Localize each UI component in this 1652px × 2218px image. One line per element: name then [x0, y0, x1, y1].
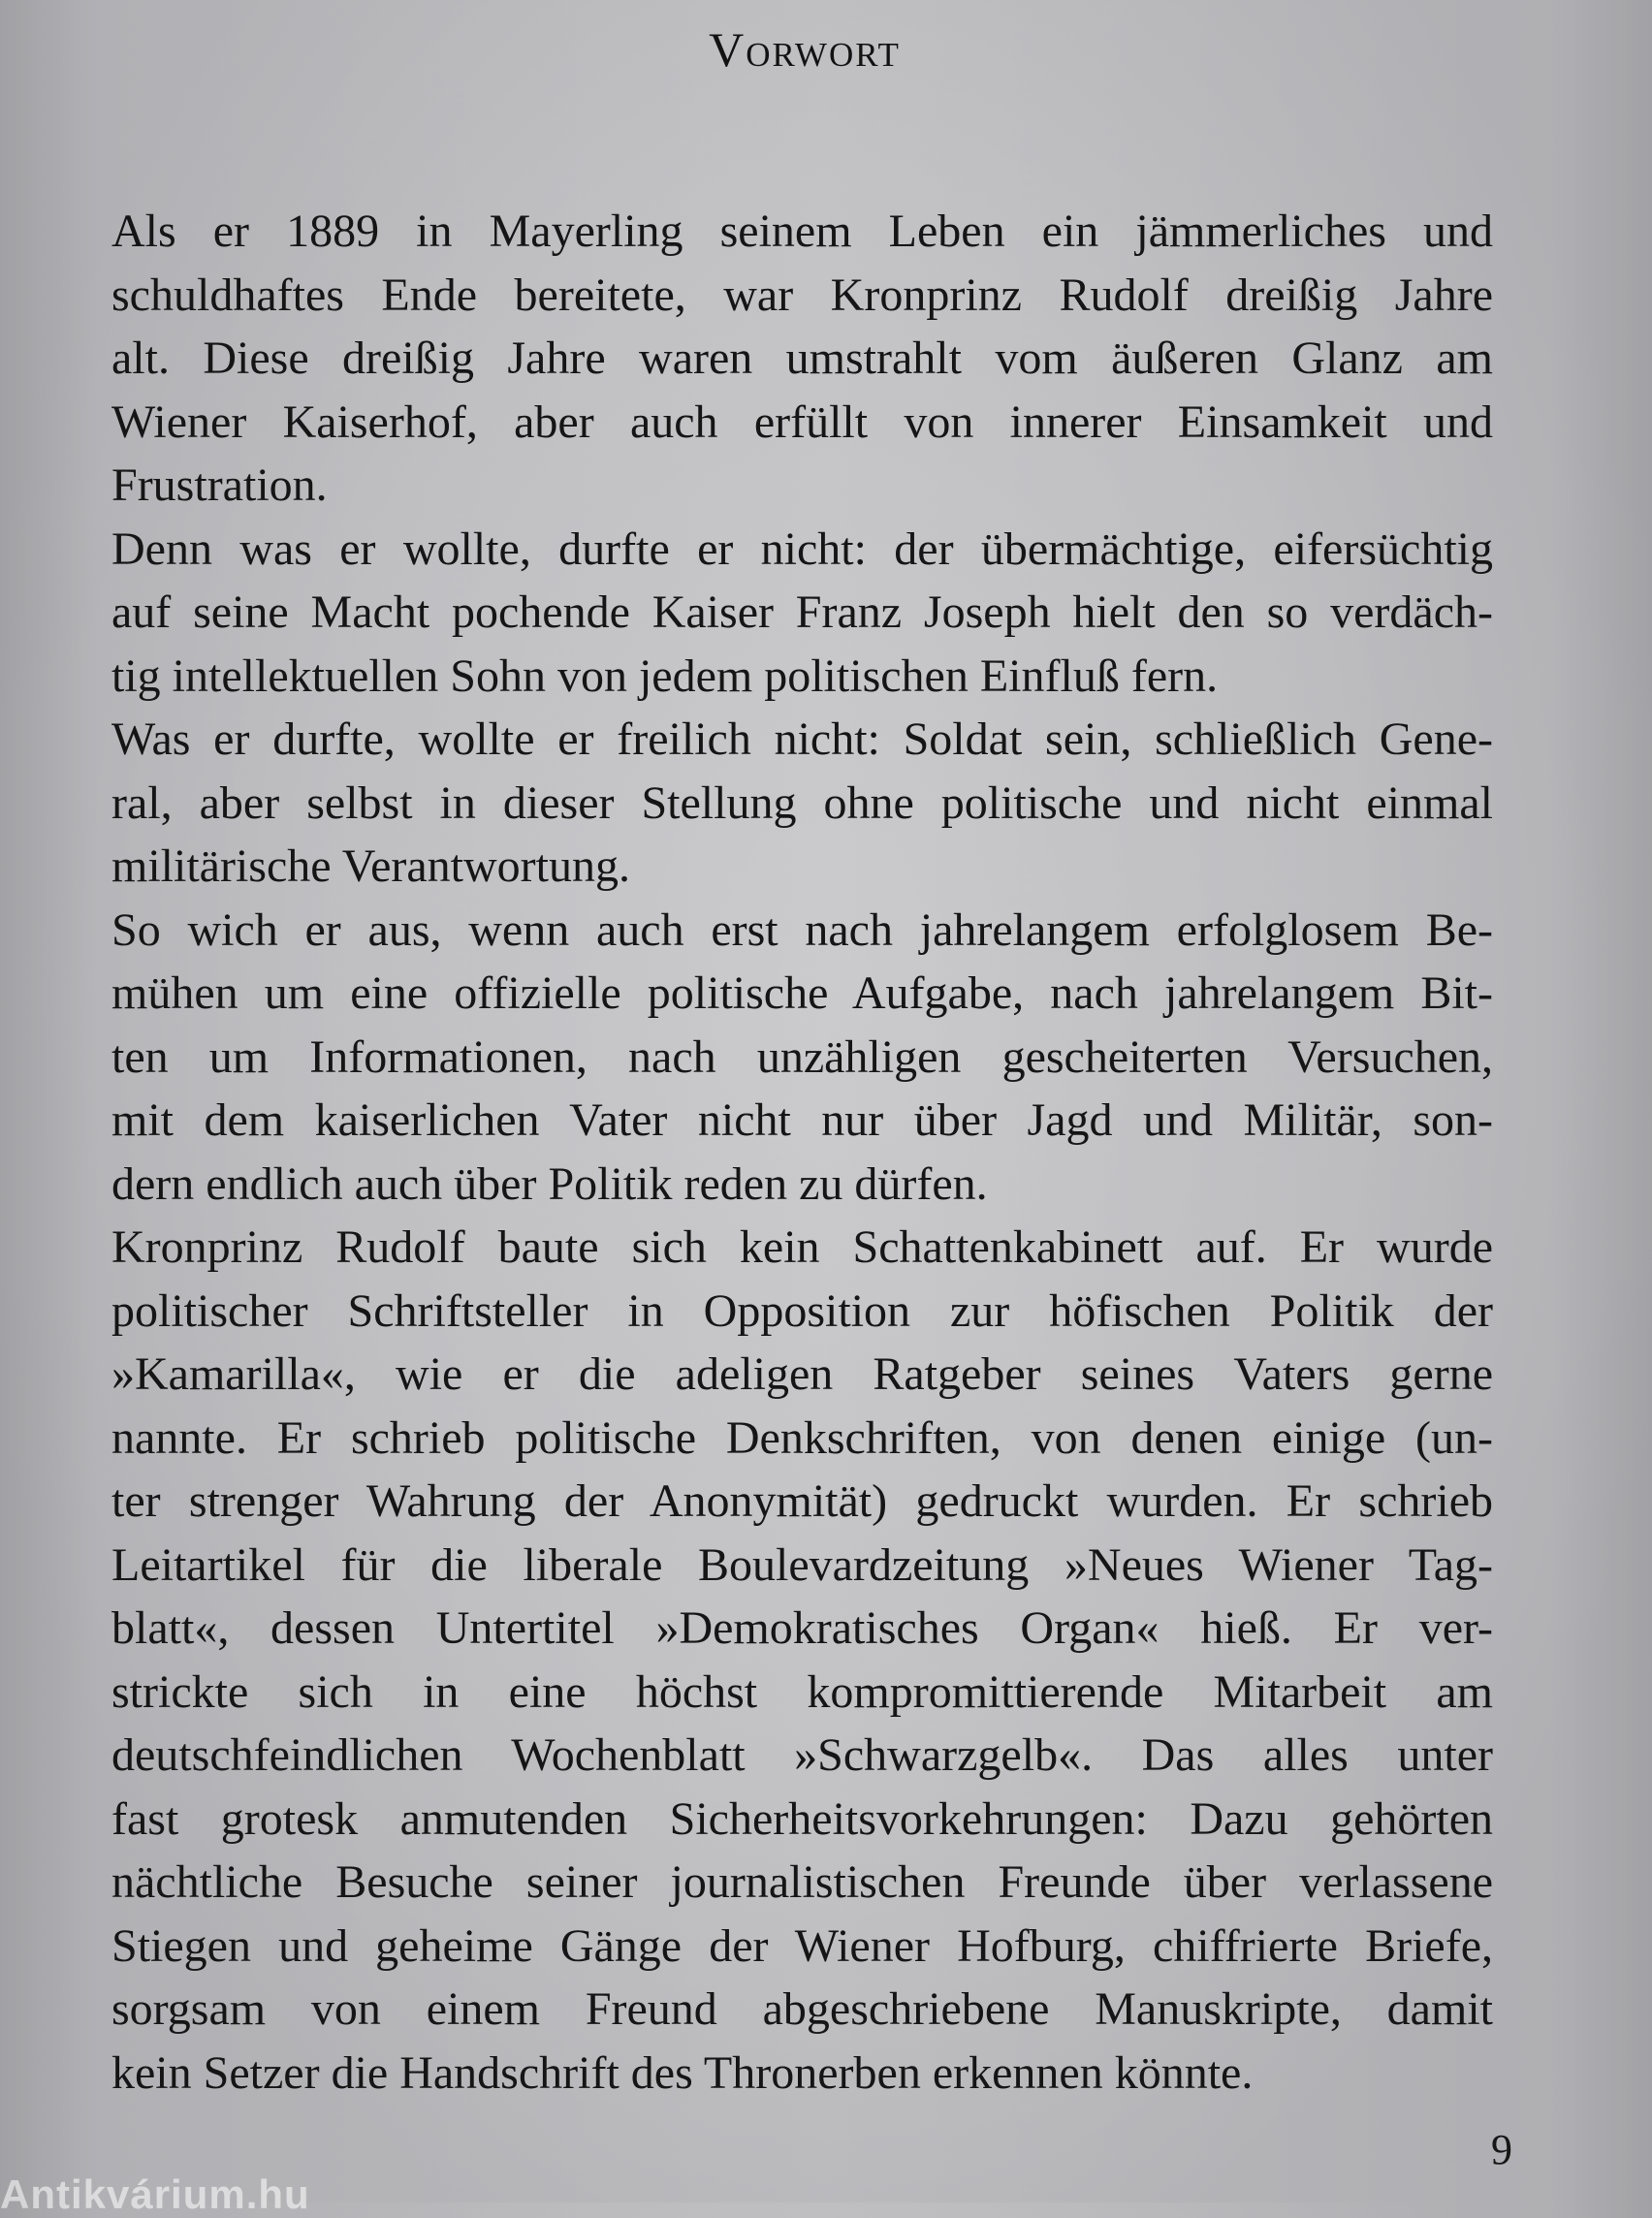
paragraph — [111, 899, 1493, 1217]
text-line: ral, aber selbst in dieser Stellung ohne politische und nicht einmal — [111, 776, 1493, 829]
paragraph — [111, 1216, 1493, 2105]
paragraph — [111, 200, 1493, 518]
paragraph — [111, 518, 1493, 709]
text-line: mühen um eine offizielle politische Aufgabe, nach jahrelangem Bit- — [111, 967, 1493, 1019]
text-line: deutschfeindlichen Wochenblatt »Schwarzgelb«. Das alles unter — [111, 1729, 1493, 1781]
paragraph — [111, 708, 1493, 899]
text-line: blatt«, dessen Untertitel »Demokratisches Organ« hieß. Er ver- — [111, 1602, 1493, 1654]
text-line: Kronprinz Rudolf baute sich kein Schattenkabinett auf. Er wurde — [111, 1221, 1493, 1273]
text-line: nächtliche Besuche seiner journalistischen Freunde über verlassene — [111, 1856, 1493, 1908]
watermark: Antikvárium.hu — [0, 2171, 310, 2217]
text-line: politischer Schriftsteller in Opposition zur höfischen Politik der — [111, 1284, 1493, 1337]
text-line: alt. Diese dreißig Jahre waren umstrahlt vom äußeren Glanz am — [111, 333, 1493, 384]
text-line: sorgsam von einem Freund abgeschriebene Manuskripte, damit — [111, 1983, 1493, 2035]
text-line: Denn was er wollte, durfte er nicht: der übermächtige, eifersüchtig — [111, 523, 1493, 575]
text-line: Als er 1889 in Mayerling seinem Leben ein jämmerliches und — [111, 206, 1493, 257]
text-line: ten um Informationen, nach unzähligen gescheiterten Versuchen, — [111, 1030, 1493, 1083]
text-line: dern endlich auch über Politik reden zu dürfen. — [111, 1157, 988, 1210]
text-line: kein Setzer die Handschrift des Thronerben erkennen könnte. — [111, 2046, 1254, 2099]
text-line: auf seine Macht pochende Kaiser Franz Joseph hielt den so verdäch- — [111, 586, 1493, 638]
text-line: militärische Verantwortung. — [111, 840, 630, 892]
text-line: So wich er aus, wenn auch erst nach jahrelangem erfolglosem Be- — [111, 903, 1493, 956]
text-line: strickte sich in eine höchst kompromittierende Mitarbeit am — [111, 1665, 1493, 1718]
text-line: fast grotesk anmutenden Sicherheitsvorkehrungen: Dazu gehörten — [111, 1792, 1493, 1845]
body-text — [111, 200, 1493, 2105]
text-line: nannte. Er schrieb politische Denkschriften, von denen einige (un- — [111, 1411, 1493, 1464]
text-line: Wiener Kaiserhof, aber auch erfüllt von innerer Einsamkeit und — [111, 396, 1493, 448]
text-line: ter strenger Wahrung der Anonymität) gedruckt wurden. Er schrieb — [111, 1475, 1493, 1527]
text-line: Frustration. — [111, 459, 328, 511]
text-line: tig intellektuellen Sohn von jedem politischen Einfluß fern. — [111, 650, 1219, 702]
page-number: 9 — [1491, 2126, 1512, 2173]
text-line: Stiegen und geheime Gänge der Wiener Hofburg, chiffrierte Briefe, — [111, 1919, 1493, 1972]
text-line: Was er durfte, wollte er freilich nicht: Soldat sein, schließlich Gene- — [111, 713, 1493, 765]
text-line: »Kamarilla«, wie er die adeligen Ratgeber seines Vaters gerne — [111, 1348, 1493, 1400]
text-line: mit dem kaiserlichen Vater nicht nur über Jagd und Militär, son- — [111, 1094, 1493, 1146]
text-line: Leitartikel für die liberale Boulevardzeitung »Neues Wiener Tag- — [111, 1538, 1493, 1591]
chapter-title: Vorwort — [709, 22, 901, 77]
text-line: schuldhaftes Ende bereitete, war Kronprinz Rudolf dreißig Jahre — [111, 269, 1493, 321]
